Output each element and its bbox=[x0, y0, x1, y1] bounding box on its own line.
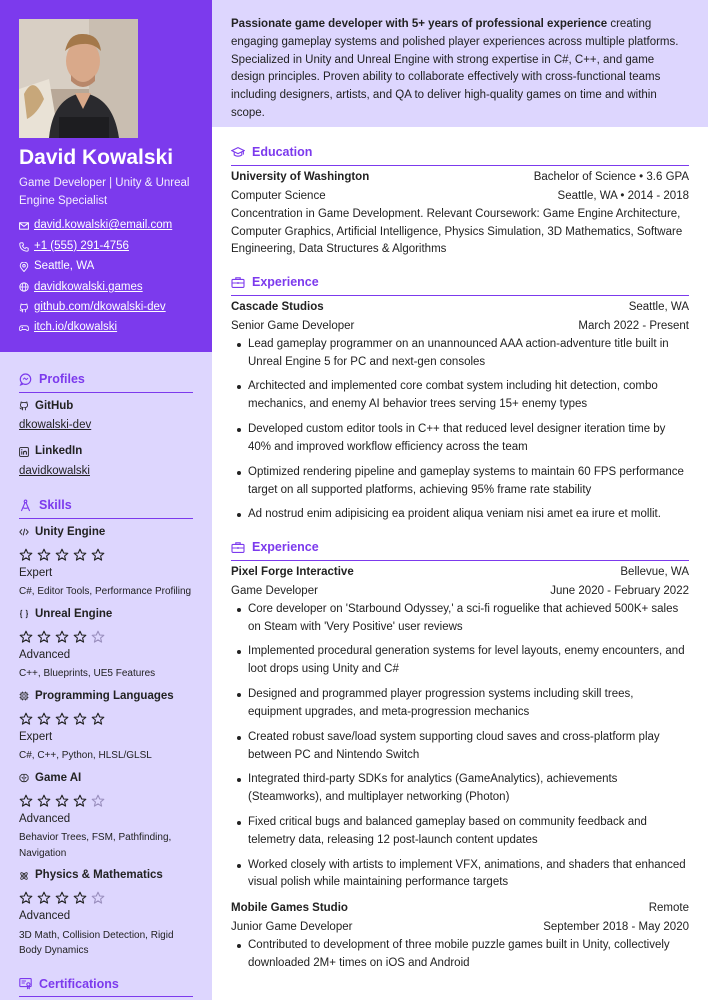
star-outline-icon bbox=[91, 891, 105, 905]
briefcase-icon bbox=[231, 276, 245, 289]
contact-list bbox=[19, 216, 193, 338]
skill-item bbox=[19, 770, 193, 862]
institution: University of Washington bbox=[231, 170, 370, 183]
profiles-section bbox=[19, 370, 193, 480]
skills-heading bbox=[19, 496, 193, 519]
job-row-1 bbox=[231, 298, 689, 317]
brain-icon bbox=[19, 773, 29, 783]
star-icon bbox=[37, 794, 51, 808]
skill-level: Advanced bbox=[19, 812, 71, 825]
education-heading bbox=[231, 143, 689, 166]
skill-rating bbox=[19, 630, 193, 644]
job-highlights bbox=[231, 336, 689, 524]
braces-icon bbox=[19, 609, 29, 619]
candidate-name: David Kowalski bbox=[19, 146, 174, 169]
experience-heading bbox=[231, 273, 689, 296]
star-icon bbox=[19, 794, 33, 808]
star-icon bbox=[73, 712, 87, 726]
chip-icon bbox=[19, 691, 29, 701]
contact-website[interactable] bbox=[19, 277, 193, 297]
phone-link[interactable]: +1 (555) 291-4756 bbox=[34, 239, 129, 252]
skill-rating bbox=[19, 712, 193, 726]
summary-rest: creating engaging gameplay systems and polished player experiences across multiple platforms. Specialized in Unity and Unreal Engine with strong expertise in C#, C++, and game design principles. Proven ability to collaborate effectively with cross-functional teams including designers, artists, and QA to deliver high-quality games on time and within scope. bbox=[231, 18, 679, 120]
experience-section bbox=[231, 273, 689, 524]
code-icon bbox=[19, 527, 29, 537]
job-row-2 bbox=[231, 317, 689, 336]
education-section bbox=[231, 143, 689, 259]
sidebar-header bbox=[0, 0, 212, 352]
phone-icon bbox=[19, 242, 29, 252]
skill-name bbox=[19, 688, 193, 705]
job-row-2 bbox=[231, 582, 689, 601]
job-location: Seattle, WA bbox=[628, 300, 689, 313]
star-icon bbox=[37, 712, 51, 726]
skill-keywords: Behavior Trees, FSM, Pathfinding, Navigation bbox=[19, 832, 172, 859]
skill-name bbox=[19, 524, 193, 541]
contact-location bbox=[19, 257, 193, 277]
job-entry bbox=[231, 298, 689, 524]
star-icon bbox=[73, 548, 87, 562]
skills-section bbox=[19, 496, 193, 959]
job-location: Remote bbox=[648, 902, 689, 915]
highlight-item: Ad nostrud enim adipisicing ea proident aliqua veniam nisi amet ea irure et mollit. bbox=[231, 506, 689, 524]
certificate-icon bbox=[19, 977, 32, 990]
highlight-item: Core developer on 'Starbound Odyssey,' a sci-fi roguelike that achieved 500K+ sales on Steam with 'Very Positive' user reviews bbox=[231, 601, 689, 637]
skill-item bbox=[19, 867, 193, 959]
position: Game Developer bbox=[231, 584, 318, 597]
highlight-item: Integrated third-party SDKs for analytics (GameAnalytics), achievements (Steamworks), and multiplayer networking (Photon) bbox=[231, 771, 689, 807]
skill-name bbox=[19, 606, 193, 623]
profile-network bbox=[19, 443, 193, 460]
skill-rating bbox=[19, 891, 193, 905]
highlight-item: Worked closely with artists to implement VFX, animations, and shaders that enhanced visual polish while maintaining performance targets bbox=[231, 857, 689, 893]
job-highlights bbox=[231, 937, 689, 973]
education-location-date: Seattle, WA • 2014 - 2018 bbox=[557, 189, 689, 202]
highlight-item: Developed custom editor tools in C++ that reduced level designer iteration time by 40% and improved workflow efficiency across the team bbox=[231, 421, 689, 457]
summary-section bbox=[212, 0, 708, 127]
profiles-heading-text: Profiles bbox=[39, 372, 85, 386]
skill-level: Advanced bbox=[19, 648, 71, 661]
globe-icon bbox=[19, 282, 29, 292]
experience-section bbox=[231, 538, 689, 973]
location-text: Seattle, WA bbox=[34, 260, 95, 273]
skills-list bbox=[19, 524, 193, 959]
job-date: March 2022 - Present bbox=[578, 319, 689, 332]
skill-item bbox=[19, 524, 193, 600]
gamepad-icon bbox=[19, 323, 29, 333]
education-row-2 bbox=[231, 187, 689, 206]
linkedin-icon bbox=[19, 447, 29, 457]
star-icon bbox=[55, 712, 69, 726]
star-icon bbox=[73, 630, 87, 644]
company: Pixel Forge Interactive bbox=[231, 565, 354, 578]
profile-photo bbox=[19, 19, 138, 138]
briefcase-icon bbox=[231, 541, 245, 554]
contact-phone[interactable] bbox=[19, 236, 193, 256]
main-content bbox=[212, 0, 708, 1000]
envelope-icon bbox=[19, 221, 29, 231]
certifications-heading bbox=[19, 975, 193, 998]
highlight-item: Implemented procedural generation systems for level layouts, enemy encounters, and loot drops using Unity and C# bbox=[231, 643, 689, 679]
education-heading-text: Education bbox=[252, 145, 313, 159]
star-icon bbox=[55, 891, 69, 905]
contact-email[interactable] bbox=[19, 216, 193, 236]
star-icon bbox=[91, 548, 105, 562]
sidebar-body bbox=[0, 352, 212, 1000]
contact-itch[interactable] bbox=[19, 318, 193, 338]
summary-text bbox=[231, 18, 678, 119]
star-icon bbox=[37, 630, 51, 644]
company: Cascade Studios bbox=[231, 300, 324, 313]
highlight-item: Created robust save/load system supporting cloud saves and cross-platform play between PC and Nintendo Switch bbox=[231, 729, 689, 765]
profile-network-name: LinkedIn bbox=[35, 445, 83, 458]
skill-rating bbox=[19, 794, 193, 808]
star-icon bbox=[19, 548, 33, 562]
job-location: Bellevue, WA bbox=[620, 565, 689, 578]
skill-keywords: C#, Editor Tools, Performance Profiling bbox=[19, 586, 192, 597]
star-icon bbox=[91, 712, 105, 726]
sidebar bbox=[0, 0, 212, 1000]
highlight-item: Architected and implemented core combat system including hit detection, combo mechanics, and enemy AI behavior trees serving 15+ enemy types bbox=[231, 378, 689, 414]
skill-name-text: Unreal Engine bbox=[35, 607, 113, 620]
skill-keywords: C#, C++, Python, HLSL/GLSL bbox=[19, 750, 152, 761]
skill-item bbox=[19, 688, 193, 764]
experience-heading-text: Experience bbox=[252, 275, 319, 290]
highlight-item: Fixed critical bugs and balanced gameplay based on community feedback and telemetry data, releasing 12 post-launch content updates bbox=[231, 814, 689, 850]
graduation-cap-icon bbox=[231, 146, 245, 159]
star-icon bbox=[73, 891, 87, 905]
profile-item-github[interactable] bbox=[19, 398, 193, 435]
skill-level: Expert bbox=[19, 566, 53, 579]
job-date: September 2018 - May 2020 bbox=[543, 921, 689, 934]
highlight-item: Optimized rendering pipeline and gameplay systems to maintain 60 FPS performance target on all supported platforms, achieving 95% frame rate stability bbox=[231, 464, 689, 500]
profile-username-link[interactable]: davidkowalski bbox=[19, 464, 90, 477]
degree: Bachelor of Science • 3.6 GPA bbox=[533, 170, 689, 183]
main-body bbox=[212, 127, 708, 973]
skill-item bbox=[19, 606, 193, 682]
star-icon bbox=[19, 891, 33, 905]
star-icon bbox=[55, 630, 69, 644]
skill-name bbox=[19, 770, 193, 787]
website-link[interactable]: davidkowalski.games bbox=[34, 280, 143, 293]
star-icon bbox=[37, 891, 51, 905]
skill-rating bbox=[19, 548, 193, 562]
star-icon bbox=[55, 548, 69, 562]
profile-network bbox=[19, 398, 193, 415]
profile-item-linkedin[interactable] bbox=[19, 443, 193, 480]
certifications-heading-text: Certifications bbox=[39, 976, 119, 991]
job-entry bbox=[231, 563, 689, 892]
job-entry bbox=[231, 899, 689, 973]
skill-name bbox=[19, 867, 193, 884]
star-icon bbox=[37, 548, 51, 562]
job-row-1 bbox=[231, 563, 689, 582]
profiles-heading bbox=[19, 370, 193, 393]
job-row-1 bbox=[231, 899, 689, 918]
skill-level: Advanced bbox=[19, 910, 71, 923]
map-pin-icon bbox=[19, 262, 29, 272]
job-date: June 2020 - February 2022 bbox=[550, 584, 689, 597]
atom-icon bbox=[19, 871, 29, 881]
star-icon bbox=[19, 712, 33, 726]
skill-name-text: Physics & Mathematics bbox=[35, 869, 163, 881]
compass-icon bbox=[19, 499, 32, 512]
profile-network-name: GitHub bbox=[35, 399, 74, 412]
highlight-item: Designed and programmed player progression systems including skill trees, equipment upgrades, and meta-progression mechanics bbox=[231, 686, 689, 722]
experience-heading-text: Experience bbox=[252, 540, 319, 555]
skill-level: Expert bbox=[19, 730, 53, 743]
education-summary: Concentration in Game Development. Relevant Coursework: Game Engine Architecture, Computer Graphics, Artificial Intelligence, Physics Simulation, 3D Mathematics, Software Engineering, Data Structures & Algorithms bbox=[231, 207, 683, 256]
position: Senior Game Developer bbox=[231, 319, 355, 332]
experience-heading bbox=[231, 538, 689, 561]
star-icon bbox=[55, 794, 69, 808]
github-icon bbox=[19, 303, 29, 313]
education-row-1 bbox=[231, 168, 689, 187]
star-outline-icon bbox=[91, 630, 105, 644]
position: Junior Game Developer bbox=[231, 921, 353, 934]
itch-link[interactable]: itch.io/dkowalski bbox=[34, 321, 118, 334]
skill-name-text: Unity Engine bbox=[35, 525, 106, 538]
job-row-2 bbox=[231, 918, 689, 937]
skill-keywords: C++, Blueprints, UE5 Features bbox=[19, 668, 156, 679]
email-link[interactable]: david.kowalski@email.com bbox=[34, 219, 173, 232]
github-link[interactable]: github.com/dkowalski-dev bbox=[34, 301, 166, 314]
skill-name-text: Programming Languages bbox=[35, 689, 174, 702]
chat-bubble-icon bbox=[19, 373, 32, 386]
highlight-item: Lead gameplay programmer on an unannounced AAA action-adventure title built in Unreal Engine 5 for PC and next-gen consoles bbox=[231, 336, 689, 372]
study-area: Computer Science bbox=[231, 189, 326, 202]
summary-lead: Passionate game developer with 5+ years of professional experience bbox=[231, 18, 608, 30]
github-icon bbox=[19, 401, 29, 411]
job-highlights bbox=[231, 601, 689, 892]
highlight-item: Contributed to development of three mobile puzzle games built in Unity, collectively downloaded 2M+ times on iOS and Android bbox=[231, 937, 689, 973]
skill-keywords: 3D Math, Collision Detection, Rigid Body Dynamics bbox=[19, 929, 174, 956]
star-outline-icon bbox=[91, 794, 105, 808]
profile-username-link[interactable]: dkowalski-dev bbox=[19, 419, 92, 431]
star-icon bbox=[19, 630, 33, 644]
candidate-headline: Game Developer | Unity & Unreal Engine Specialist bbox=[19, 177, 190, 208]
skill-name-text: Game AI bbox=[35, 771, 82, 784]
contact-github[interactable] bbox=[19, 297, 193, 317]
skills-heading-text: Skills bbox=[39, 497, 72, 512]
star-icon bbox=[73, 794, 87, 808]
certifications-section bbox=[19, 975, 193, 998]
company: Mobile Games Studio bbox=[231, 902, 348, 915]
